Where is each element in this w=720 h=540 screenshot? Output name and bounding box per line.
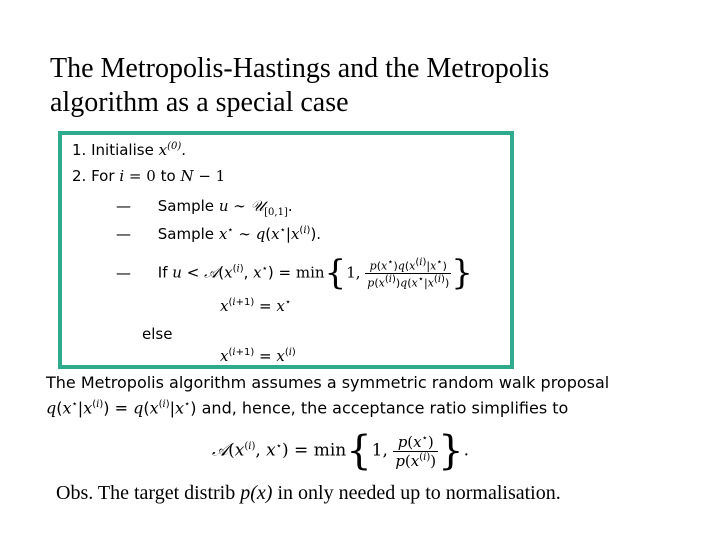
observation-note: [56, 482, 561, 505]
min-label: min: [295, 263, 325, 282]
metropolis-fraction: $\frac{p(x^⋆)}{p(x^{(i)})}$: [395, 432, 437, 470]
slide-title: [50, 52, 690, 120]
title-line-2: algorithm as a special case: [50, 87, 349, 118]
observation-prefix: Obs. The target distrib: [56, 482, 236, 504]
algo-else: [142, 325, 172, 343]
observation-px: p(x): [240, 482, 273, 504]
explanation-line-1: The Metropolis algorithm assumes a symmetric random walk proposal: [46, 373, 610, 392]
title-line-1: The Metropolis-Hastings and the Metropolis: [50, 53, 550, 84]
explanation-line-2-text: and, hence, the acceptance ratio simplifies to: [201, 398, 569, 418]
sample-label: Sample: [157, 197, 215, 215]
explanation-paragraph: [46, 372, 686, 419]
algo-step-1: 1. Initialise $x^{(0)}$.: [72, 141, 187, 159]
algo-sample-x: — Sample x⋆ ∼ $q(x^⋆|x^{(i)})$.: [116, 225, 322, 243]
step-number: 1.: [72, 141, 87, 159]
if-label: If: [157, 263, 168, 282]
step-to: to: [160, 167, 176, 185]
step-text: For: [91, 167, 115, 185]
algo-sample-u: — Sample u ∼ 𝒰$_{[0,1]}$.: [116, 197, 293, 218]
step-text: Initialise: [91, 141, 154, 159]
else-label: else: [142, 325, 173, 343]
one-label: 1,: [346, 263, 361, 282]
explanation-line-2: $q(x^⋆|x^{(i)}) = q(x^{(i)}|x^⋆)$ and, hence, the acceptance ratio simplifies to: [46, 398, 569, 418]
algo-if-line: — If $u < 𝒜(x^{(i)}$, x⋆) = min{1, $\frac{p(x^⋆)q(x^{(i)}|x^⋆)}{p(x^{(i)})q(x^⋆|x^{(i)})}$ }: [116, 253, 473, 293]
one-label: 1,: [371, 440, 388, 461]
math-x0: $x^{(0)}$: [158, 141, 182, 159]
algorithm-box: [58, 131, 514, 369]
metropolis-acceptance-formula: $𝒜(x^{(i)}$, x⋆) = min{1, $\frac{p(x^⋆)}{p(x^{(i)})}$ }.: [212, 428, 469, 474]
sample-label: Sample: [157, 225, 215, 243]
step-number: 2.: [72, 167, 87, 185]
observation-suffix: in only needed up to normalisation.: [277, 482, 561, 504]
algo-step-2: 2. For i = 0 to N − 1: [72, 167, 226, 185]
min-label: min: [313, 440, 347, 461]
mh-acceptance-fraction: $\frac{p(x^⋆)q(x^{(i)}|x^⋆)}{p(x^{(i)})q(x^⋆|x^{(i)})}$: [367, 256, 450, 290]
algo-reject-assign: $x^{(i+1)} = x^{(i)}$: [220, 347, 296, 365]
algo-accept-assign: $x^{(i+1)} = x^⋆$: [220, 297, 292, 315]
